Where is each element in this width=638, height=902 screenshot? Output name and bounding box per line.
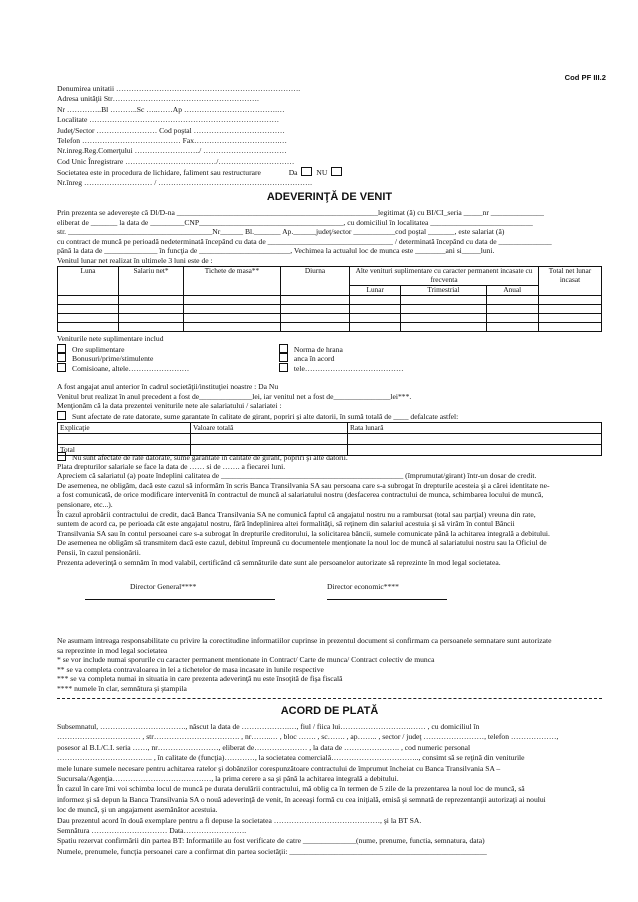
table-row xyxy=(58,313,602,322)
section-divider xyxy=(57,698,602,699)
label-norma-hrana: Norma de hrana xyxy=(293,344,343,354)
acord-title: ACORD DE PLATĂ xyxy=(280,705,379,717)
acord-line: ……………………………….. , în calitate de (funcţia)…………, la societatea comercială…………………………….., consimt să se reţină din veniturile xyxy=(57,753,525,763)
acord-line: posesor al B.I./C.I. seria ……, nr……………………, eliberat de………………… , la data de …………………. , cod numeric personal xyxy=(57,742,471,752)
income-table xyxy=(57,266,602,332)
obligation-line: a fost comunicată, de orice modificare intervenită în contractul de muncă al salariatului nostru (desfacerea contractului de munca, schimbarea locului de muncă, xyxy=(57,490,544,500)
col-header-total: Total net lunar incasat xyxy=(539,267,602,296)
acord-line: informez şi să depun la Banca Transilvania SA o nouă adeverinţă de venit, în aceeaşi formă cu cea iniţială, emisă şi semnată de reprezentanţii autorizaţi ai noului xyxy=(57,794,546,804)
venituri-title: Veniturile nete suplimentare includ xyxy=(57,334,164,343)
venituri-row xyxy=(57,353,602,363)
label-ore-suplimentare: Ore suplimentare xyxy=(72,344,125,354)
intro-line: eliberat de _______ la data de _________CNP______________________________________, cu domiciliul în localitatea ___________________________ xyxy=(57,217,533,227)
lichidare-text: Societatea este in procedura de lichidare, faliment sau restructurare xyxy=(57,168,261,178)
header-line: Cod Unic Înregistrare ………………………………/………………………… xyxy=(57,156,295,166)
sub-header-lunar: Lunar xyxy=(350,285,401,295)
table-row xyxy=(58,304,602,313)
header-line: Nr …………..Bl ………..Sc …..……Ap ……………………………….… xyxy=(57,104,285,114)
table-row xyxy=(58,322,602,331)
lichidare-nu-label: NU xyxy=(316,168,328,178)
intro-line: str. ______________________________________Nr______ Bl._______ Ap.______judeţ/sector ___________cod poştal _______, este salariat (ă) xyxy=(57,227,505,237)
acord-signature-line: Semnătura ………………………… Data……………………. xyxy=(57,825,247,835)
checkbox-munca-acord[interactable] xyxy=(279,353,288,362)
lichidare-da-label: Da xyxy=(288,168,298,178)
obligation-line xyxy=(57,452,602,462)
obligation-line: De asemenea ne obligăm să transmitem dacă este cazul, debitul împreună cu documentele menţionate la noul loc de muncă al salariatului nostru sau la Oficiul de xyxy=(57,538,547,548)
venituri-row xyxy=(57,363,602,373)
obligation-line: Plata drepturilor salariale se face la data de …… si de ……. a fiecarei luni. xyxy=(57,461,286,471)
debt-table xyxy=(57,422,602,456)
obligation-line: suntem de acord ca, pe perioada cât este angajatul nostru, fără îndeplinirea altei formalităţi, să reţinem din salariul acestuia şi să virăm în contul Băncii xyxy=(57,519,515,529)
table-row xyxy=(58,434,602,445)
lichidare-da-checkbox[interactable] xyxy=(301,167,312,176)
obligation-line: Apreciem că salariatul (a) poate îndeplini calitatea de ________________________________________________ (împrumutat/girant) într-un dosar de credit. xyxy=(57,471,537,481)
checkbox-norma-hrana[interactable] xyxy=(279,344,288,353)
label-comisioane: Comisioane, altele…………………… xyxy=(72,363,190,373)
intro-block xyxy=(57,208,602,266)
checkbox-altele[interactable] xyxy=(279,363,288,372)
neafectate-text: Nu sunt afectate de rate datorate, sume garantate în calitate de girant, popriri şi alte datorii. xyxy=(72,453,348,462)
director-economic-signature-line[interactable] xyxy=(327,599,447,600)
footnote-line: Ne asumam intreaga responsabilitate cu privire la corectitudine informatiilor cuprinse in prezentul document si confirmam ca persoanele semnatare sunt autorizate xyxy=(57,636,552,645)
col-header-luna: Luna xyxy=(58,267,119,296)
checkbox-ore-suplimentare[interactable] xyxy=(57,344,66,353)
acord-line: Subsemnatul, ……………………………., născut la data de ……………….…, fiul / fiica lui……………………….…… , cu domiciliul în xyxy=(57,722,480,731)
mid-line: Venitul brut realizat în anul precedent a fost de______________lei, iar venitul net a fost de_______________lei***. xyxy=(57,391,412,401)
director-general-label: Director General**** xyxy=(130,582,197,591)
afectate-text: Sunt afectate de rate datorate, sume garantate în calitate de girant, popriri şi alte datorii, în sumă totală de ____ defalcate astfel: xyxy=(72,411,459,421)
acord-line: Spatiu rezervat confirmării din partea BT: Informatiile au fost verificate de catre ______________(nume, prenume, functia, semnatura, data) xyxy=(57,836,485,846)
checkbox-bonusuri[interactable] xyxy=(57,353,66,362)
acord-line: În cazul în care îmi voi schimba locul de muncă pe durata derulării contractului, mă oblig ca în termen de 5 zile de la prezentarea la noul loc de muncă, să xyxy=(57,784,525,794)
obligation-line: Prezenta adeverinţă o semnăm în mod valabil, certificând că semnăturile date sunt ale persoanelor autorizate să reprezinte în mod legal societatea. xyxy=(57,557,501,567)
col-header-alte-venituri: Alte venituri suplimentare cu caracter permanent incasate cu frecventa xyxy=(350,267,539,286)
header-line: Adresa unităţii Str…………………………………………………. xyxy=(57,94,259,104)
footnote-line: **** numele în clar, semnătura şi ştampila xyxy=(57,683,187,693)
mid-line xyxy=(57,411,602,421)
obligations-block xyxy=(57,452,602,567)
header-line: Nr.inreg.Reg.Comerţului ……………………../ …………………………… xyxy=(57,146,287,156)
label-munca-acord: anca în acord xyxy=(293,354,335,363)
intro-line: până la data de ______________ în funcţia de ________________________, Vechimea la actualul loc de munca este ________ani si_____luni. xyxy=(57,246,495,256)
mid-line: Menţionăm că la data prezentei veniturile nete ale salariatului / salariatei : xyxy=(57,401,282,411)
venituri-block xyxy=(57,334,602,372)
label-altele: tele………………………………… xyxy=(293,363,404,373)
checkbox-comisioane[interactable] xyxy=(57,363,66,372)
intro-line: Prin prezenta se adevereşte că Dl/D-na _____________________________________________________legitimat (ă) cu BI/CI_seria _____nr ______________ xyxy=(57,208,544,217)
debt-total-label: Total xyxy=(58,445,191,456)
sub-header-anual: Anual xyxy=(486,285,538,295)
acord-line: Dau prezentul acord în două exemplare pentru a fi depuse la societatea ……………………………………, şi la BT SA. xyxy=(57,815,422,825)
header-line: Nr.înreg ……………………… / ……………………………………………………. xyxy=(57,177,313,187)
sub-header-trimestrial: Trimestrial xyxy=(401,285,486,295)
obligation-line: În cazul aprobării contractului de credit, dacă Banca Transilvania SA ne comunică faptul că angajatul nostru nu a rambursat (total sau parţial) vreuna din rate, xyxy=(57,509,536,519)
footnote-line: * se vor include numai sporurile cu caracter permanent mentionate in Contract/ Carte de munca/ Contract colectiv de munca xyxy=(57,655,435,665)
header-line: Telefon ………………………………… Fax…………………………….… xyxy=(57,135,288,145)
debt-header-rata: Rata lunară xyxy=(348,423,602,434)
footnote-line: ** se va completa contravaloarea in lei a tichetelor de masa incasate in lunile respective xyxy=(57,664,324,674)
company-header xyxy=(57,84,387,188)
header-line: Localitate ………………………………………………………………… xyxy=(57,115,280,125)
col-header-salariu: Salariu net* xyxy=(119,267,184,296)
intro-line: Venitul lunar net realizat în ultimele 3 luni este de : xyxy=(57,255,213,265)
footnotes-block xyxy=(57,636,602,694)
mid-block xyxy=(57,382,602,420)
acord-line: Numele, prenumele, funcţia persoanei care a confirmat din partea societăţii: ____________________________________________________ xyxy=(57,846,487,856)
obligation-line: De asemenea, ne obligăm, dacă este cazul să informăm în scris Banca Transilvania SA sau persoana care s-a subrogat în drepturile acesteia şi a cărei identitate ne- xyxy=(57,480,550,490)
obligation-line: Transilvania SA sau în contul persoanei care s-a subrogat în drepturile creditorului, la solicitarea băncii, sumele comunicate până la achitarea integrală a debitului. xyxy=(57,528,550,538)
mid-line: A fost angajat anul anterior în cadrul societăţii/instituţiei noastre : Da Nu xyxy=(57,382,279,391)
checkbox-neafectate[interactable] xyxy=(57,452,66,461)
acord-line: loc de muncă, şi un angajament asemănător acestuia. xyxy=(57,805,218,815)
label-bonusuri: Bonusuri/prime/stimulente xyxy=(72,354,154,363)
footnote-line: *** se va completa numai in situatia in care prezenta adeverinţă nu este însoţită de fişa fiscală xyxy=(57,674,343,684)
acord-block xyxy=(57,722,602,857)
checkbox-afectate[interactable] xyxy=(57,411,66,420)
debt-header-explicatie: Explicaţie xyxy=(58,423,191,434)
venituri-row xyxy=(57,344,602,354)
lichidare-line xyxy=(57,167,387,177)
col-header-tichete: Tichete de masa** xyxy=(184,267,281,296)
col-header-diurna: Diurna xyxy=(281,267,350,296)
director-general-signature-line[interactable] xyxy=(85,599,275,600)
lichidare-nu-checkbox[interactable] xyxy=(331,167,342,176)
form-code: Cod PF III.2 xyxy=(564,73,606,82)
debt-header-valoare: Valoare totală xyxy=(191,423,348,434)
acord-line: …………………………… , str……………………………. , nr……..… , bloc ……. , sc……. , ap…….. , sector / judeţ ……………………, telefon ………………, xyxy=(57,732,559,742)
header-line: Judeţ/Sector …………………… Cod poştal ……………………………… xyxy=(57,125,285,135)
certificate-title: ADEVERINŢĂ DE VENIT xyxy=(266,191,393,203)
footnote-line: sa reprezinte in mod legal societatea xyxy=(57,645,168,655)
director-economic-label: Director economic**** xyxy=(327,582,399,591)
obligation-line: pensionare, etc...). xyxy=(57,499,113,509)
header-line: Denumirea unitatii ………………………………………………………………. xyxy=(57,84,301,93)
document-page xyxy=(57,0,606,902)
acord-line: Sucursala/Agenţia…………………………………, la prima cerere a sa şi până la achitarea integrală a debitului. xyxy=(57,773,399,783)
acord-line: mele lunare sumele necesare pentru achitarea ratelor şi dobânzilor corespunzătoare contractului de împrumut încheiat cu Banca Transilvania SA – xyxy=(57,763,501,773)
table-row xyxy=(58,295,602,304)
intro-line: cu contract de muncă pe perioadă nedeterminată începând cu data de _________________________________ / determinată începând cu data de ______________ xyxy=(57,236,552,246)
obligation-line: Pensii, în cazul pensionării. xyxy=(57,547,141,557)
